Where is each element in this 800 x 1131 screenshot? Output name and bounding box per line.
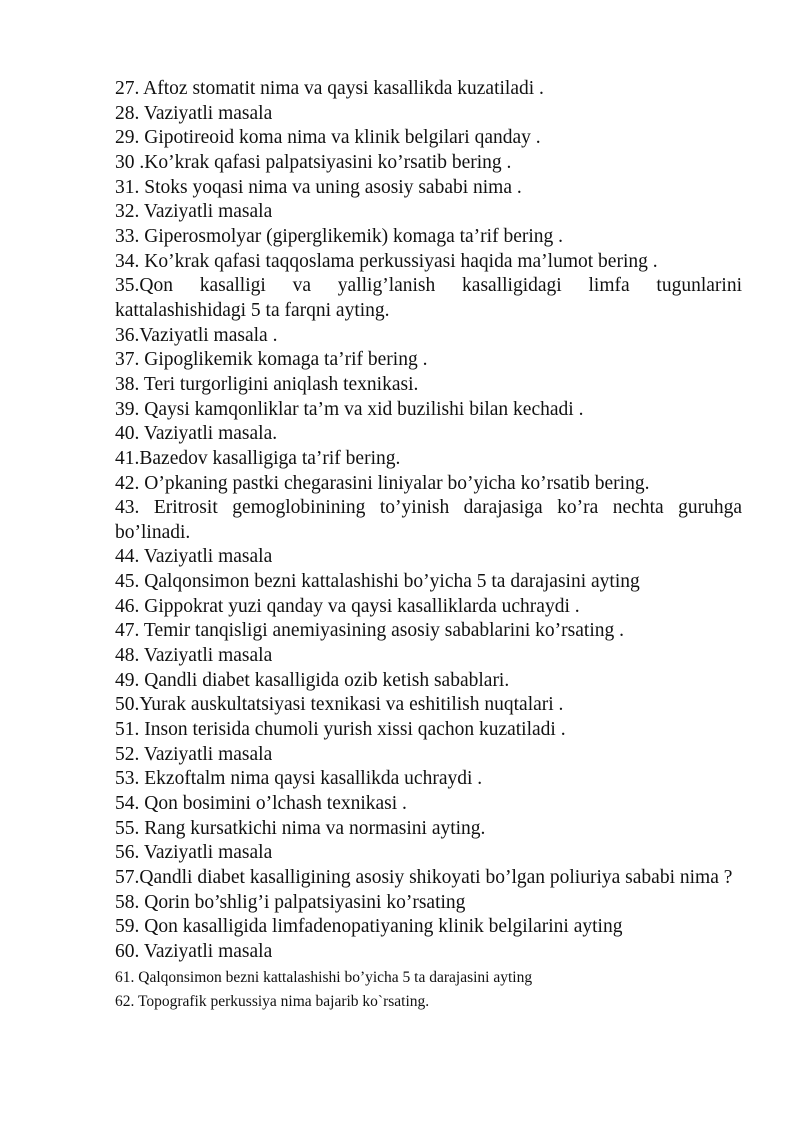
question-51: 51. Inson terisida chumoli yurish xissi qachon kuzatiladi . [115, 719, 566, 741]
question-56: 56. Vaziyatli masala [115, 842, 273, 864]
question-58: 58. Qorin bo’shlig’i palpatsiyasini ko’rsating [115, 891, 466, 913]
question-62: 62. Topografik perkussiya nima bajarib ko`rsating. [115, 992, 430, 1010]
question-60: 60. Vaziyatli masala [115, 940, 273, 962]
question-53: 53. Ekzoftalm nima qaysi kasallikda uchraydi . [115, 768, 483, 790]
question-41: 41.Bazedov kasalligiga ta’rif bering. [115, 447, 401, 469]
question-28: 28. Vaziyatli masala [115, 102, 273, 124]
question-40: 40. Vaziyatli masala. [115, 423, 278, 445]
question-47: 47. Temir tanqisligi anemiyasining asosiy sabablarini ko’rsating . [115, 620, 624, 642]
question-54: 54. Qon bosimini o’lchash texnikasi . [115, 793, 407, 815]
question-35: 35.Qon kasalligi va yallig’lanish kasalligidagi limfa tugunlarini kattalashishidagi 5 ta farqni ayting. [115, 275, 742, 321]
question-27: 27. Aftoz stomatit nima va qaysi kasallikda kuzatiladi . [115, 78, 544, 99]
question-55: 55. Rang kursatkichi nima va normasini ayting. [115, 817, 486, 839]
question-36: 36.Vaziyatli masala . [115, 324, 278, 346]
question-32: 32. Vaziyatli masala [115, 201, 273, 223]
question-43: 43. Eritrosit gemoglobinining to’yinish darajasiga ko’ra nechta guruhga bo’linadi. [115, 497, 742, 543]
question-30: 30 .Ko’krak qafasi palpatsiyasini ko’rsatib bering . [115, 151, 512, 173]
question-38: 38. Teri turgorligini aniqlash texnikasi. [115, 373, 419, 395]
question-45: 45. Qalqonsimon bezni kattalashishi bo’yicha 5 ta darajasini ayting [115, 571, 640, 593]
question-37: 37. Gipoglikemik komaga ta’rif bering . [115, 349, 428, 371]
question-44: 44. Vaziyatli masala [115, 546, 273, 568]
question-29: 29. Gipotireoid koma nima va klinik belgilari qanday . [115, 127, 541, 149]
question-50: 50.Yurak auskultatsiyasi texnikasi va eshitilish nuqtalari . [115, 694, 564, 716]
question-48: 48. Vaziyatli masala [115, 645, 273, 667]
question-33: 33. Giperosmolyar (giperglikemik) komaga ta’rif bering . [115, 225, 564, 247]
question-49: 49. Qandli diabet kasalligida ozib ketish sabablari. [115, 669, 510, 691]
question-31: 31. Stoks yoqasi nima va uning asosiy sababi nima . [115, 176, 522, 198]
question-57: 57.Qandli diabet kasalligining asosiy shikoyati bo’lgan poliuriya sababi nima ? [115, 867, 733, 888]
question-59: 59. Qon kasalligida limfadenopatiyaning klinik belgilarini ayting [115, 916, 623, 938]
question-34: 34. Ko’krak qafasi taqqoslama perkussiyasi haqida ma’lumot bering . [115, 250, 658, 272]
question-46: 46. Gippokrat yuzi qanday va qaysi kasalliklarda uchraydi . [115, 595, 580, 617]
question-list [115, 77, 742, 1012]
question-61: 61. Qalqonsimon bezni kattalashishi bo’yicha 5 ta darajasini ayting [115, 968, 533, 986]
question-52: 52. Vaziyatli masala [115, 743, 273, 765]
question-39: 39. Qaysi kamqonliklar ta’m va xid buzilishi bilan kechadi . [115, 398, 584, 420]
question-42: 42. O’pkaning pastki chegarasini liniyalar bo’yicha ko’rsatib bering. [115, 472, 650, 494]
